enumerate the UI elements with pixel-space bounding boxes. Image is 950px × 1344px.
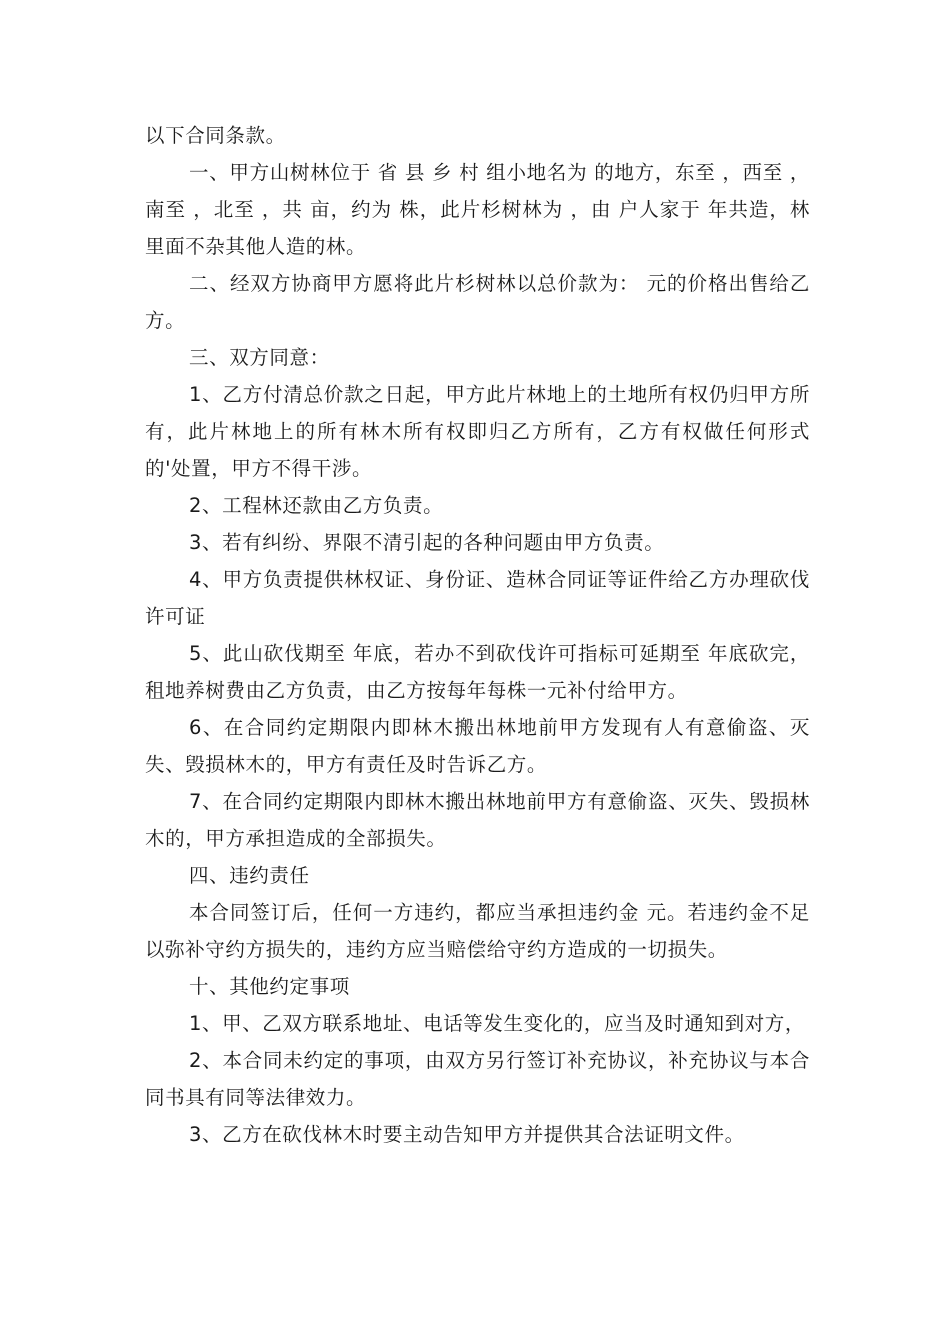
paragraph-item-10-1: 1、甲、乙双方联系地址、电话等发生变化的，应当及时通知到对方， [189,1012,806,1035]
paragraph-clause-10-heading: 十、其他约定事项 [189,975,350,998]
paragraph-item-10-3: 3、乙方在砍伐林木时要主动告知甲方并提供其合法证明文件。 [189,1123,745,1146]
paragraph-item-3-3: 3、若有纠纷、界限不清引起的各种问题由甲方负责。 [189,531,665,554]
paragraph-item-3-6: 6、在合同约定期限内即林木搬出林地前甲方发现有人有意偷盗、灭失、毁损林木的，甲方有责任及时告诉乙方。 [145,716,810,776]
paragraph-clause-4-heading: 四、违约责任 [189,864,310,887]
paragraph-item-10-2: 2、本合同未约定的事项，由双方另行签订补充协议，补充协议与本合同书具有同等法律效力。 [145,1049,810,1109]
paragraph-item-3-7: 7、在合同约定期限内即林木搬出林地前甲方有意偷盗、灭失、毁损林木的，甲方承担造成的全部损失。 [145,790,810,850]
document-body [145,117,810,1153]
paragraph-intro: 以下合同条款。 [145,124,286,147]
paragraph-clause-2: 二、经双方协商甲方愿将此片杉树林以总价款为： 元的价格出售给乙方。 [145,272,810,332]
paragraph-item-3-5: 5、此山砍伐期至 年底，若办不到砍伐许可指标可延期至 年底砍完，租地养树费由乙方负责，由乙方按每年每株一元补付给甲方。 [145,642,810,702]
paragraph-clause-1: 一、甲方山树林位于 省 县 乡 村 组小地名为 的地方，东至 ，西至 ，南至 ，北至 ，共 亩，约为 株，此片杉树林为 ，由 户人家于 年共造，林里面不杂其他人造的林。 [145,161,810,258]
paragraph-item-3-2: 2、工程林还款由乙方负责。 [189,494,444,517]
paragraph-item-3-1: 1、乙方付清总价款之日起，甲方此片林地上的土地所有权仍归甲方所有，此片林地上的所有林木所有权即归乙方所有，乙方有权做任何形式的'处置，甲方不得干涉。 [145,383,810,480]
paragraph-item-3-4: 4、甲方负责提供林权证、身份证、造林合同证等证件给乙方办理砍伐许可证 [145,568,810,628]
paragraph-clause-4-body: 本合同签订后，任何一方违约，都应当承担违约金 元。若违约金不足以弥补守约方损失的，违约方应当赔偿给守约方造成的一切损失。 [145,901,810,961]
paragraph-clause-3-heading: 三、双方同意： [189,346,330,369]
